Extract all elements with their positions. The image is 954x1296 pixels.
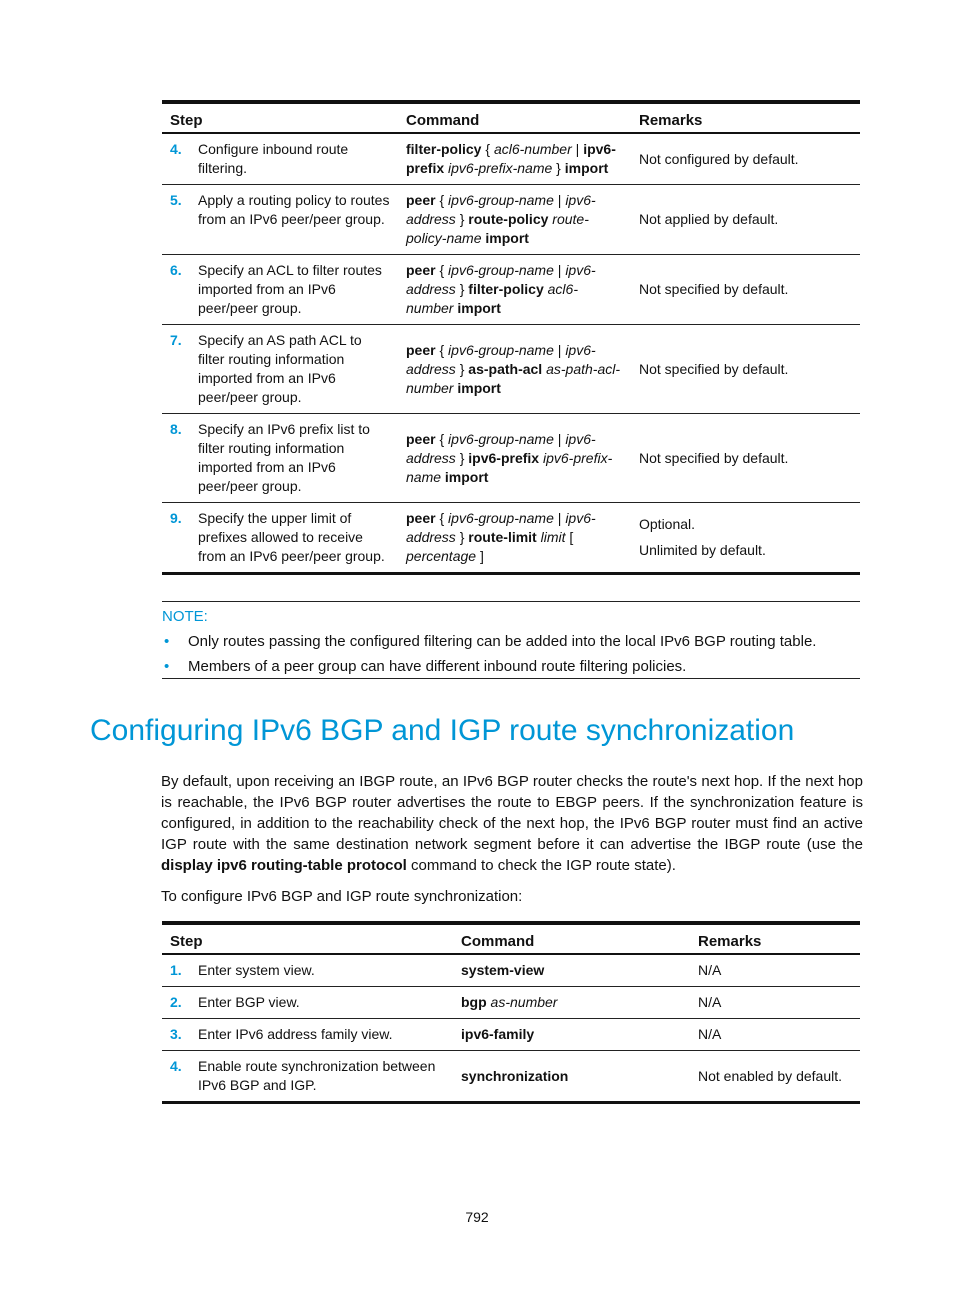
step-number: 3.	[170, 1026, 182, 1042]
command-header: Command	[406, 112, 480, 129]
command-argument: acl6-number	[406, 281, 578, 316]
table-1-body	[162, 133, 860, 574]
note-bullet	[162, 658, 860, 675]
command-keyword: import	[564, 160, 609, 176]
command-argument: ipv6-address	[406, 430, 596, 466]
step-description: Specify an AS path ACL to filter routing information imported from an IPv6 peer/peer group.	[198, 332, 362, 405]
step-number: 8.	[170, 421, 182, 437]
command-syntax: [	[565, 529, 578, 545]
command-argument: ipv6-group-name	[448, 341, 554, 358]
command-keyword: ipv6-prefix	[406, 141, 616, 176]
command-syntax: |	[553, 341, 566, 358]
table-row	[162, 503, 860, 574]
step-number: 4.	[170, 141, 182, 157]
remarks-cell	[631, 133, 860, 185]
command-syntax: {	[435, 192, 449, 208]
note-bullet-text: Members of a peer group can have different inbound route filtering policies.	[188, 658, 687, 675]
command-argument: ipv6-prefix-name	[406, 449, 613, 485]
command-keyword: import	[444, 468, 489, 485]
remarks-header: Remarks	[639, 112, 703, 129]
remark-text: N/A	[698, 1026, 722, 1042]
command-header: Command	[461, 933, 535, 950]
table-row	[162, 185, 860, 255]
table-2-body	[162, 954, 860, 1103]
step-description: Specify an IPv6 prefix list to filter routing information imported from an IPv6 peer/peer group.	[198, 421, 370, 494]
command-cell	[453, 1019, 690, 1051]
remarks-cell	[690, 1051, 860, 1103]
step-number: 7.	[170, 332, 182, 348]
step-number: 9.	[170, 510, 182, 526]
command-syntax: }	[455, 449, 469, 466]
command-argument: limit	[540, 529, 566, 545]
step-description: Enter IPv6 address family view.	[198, 1026, 393, 1042]
section-title: Configuring IPv6 BGP and IGP route synchronization	[90, 714, 795, 747]
command-keyword: bgp	[461, 994, 487, 1010]
command-syntax: }	[455, 529, 469, 545]
command-keyword: ipv6-prefix	[468, 449, 540, 466]
command-cell	[453, 1051, 690, 1103]
step-header: Step	[170, 933, 203, 950]
note-bullet-text: Only routes passing the configured filtering can be added into the local IPv6 BGP routing table.	[188, 633, 817, 650]
page-number: 792	[465, 1209, 489, 1225]
command-keyword: filter-policy	[406, 141, 482, 157]
command-keyword: import	[457, 379, 501, 396]
command-keyword: import	[485, 230, 529, 246]
command-argument: ipv6-prefix-name	[448, 160, 553, 176]
command-keyword: as-path-acl	[468, 360, 543, 377]
table-row	[162, 954, 860, 987]
command-keyword: peer	[406, 262, 436, 278]
command-argument: ipv6-group-name	[448, 430, 554, 447]
table-row	[162, 255, 860, 325]
inline-command: display ipv6 routing-table protocol	[161, 857, 407, 874]
step-description: Apply a routing policy to routes from an IPv6 peer/peer group.	[198, 192, 390, 227]
command-argument: ipv6-address	[406, 510, 596, 545]
command-argument: ipv6-address	[406, 192, 596, 227]
remark-text: N/A	[698, 962, 722, 978]
section-body	[161, 771, 863, 907]
command-argument: as-path-acl-number	[406, 360, 621, 396]
intro-text-end: command to check the IGP route state).	[406, 857, 676, 874]
command-keyword: route-limit	[468, 529, 537, 545]
bullet-icon: •	[164, 658, 170, 675]
command-argument: ipv6-group-name	[448, 192, 554, 208]
command-syntax: |	[553, 192, 566, 208]
command-keyword: synchronization	[461, 1067, 569, 1084]
remarks-cell	[631, 503, 860, 574]
steps-table-1	[162, 100, 860, 575]
command-syntax: ]	[476, 548, 484, 564]
table-row	[162, 414, 860, 503]
step-description: Enter system view.	[198, 962, 315, 978]
steps-table-1-container	[162, 100, 860, 575]
command-syntax: }	[552, 160, 565, 176]
command-argument: ipv6-address	[406, 262, 596, 297]
steps-table-2-container	[162, 921, 860, 1104]
intro-paragraph	[161, 771, 863, 876]
command-syntax: {	[481, 141, 494, 157]
remark-text: Not configured by default.	[639, 150, 799, 167]
command-argument: route-policy-name	[406, 211, 589, 246]
remark-text: Not applied by default.	[639, 211, 779, 227]
remarks-cell	[631, 185, 860, 255]
step-description: Configure inbound route filtering.	[198, 141, 349, 176]
command-keyword: filter-policy	[468, 281, 544, 297]
steps-table-2	[162, 921, 860, 1104]
command-syntax: {	[435, 510, 449, 526]
command-keyword: peer	[406, 341, 436, 358]
table-row	[162, 987, 860, 1019]
command-cell	[398, 503, 631, 574]
command-argument: ipv6-group-name	[448, 510, 554, 526]
step-number: 2.	[170, 994, 182, 1010]
command-keyword: route-policy	[468, 211, 549, 227]
remark-text: Not specified by default.	[639, 281, 789, 297]
command-cell	[398, 325, 631, 414]
command-cell	[398, 185, 631, 255]
command-keyword: peer	[406, 430, 436, 447]
step-number: 4.	[170, 1058, 182, 1074]
command-keyword: import	[457, 300, 501, 316]
command-syntax: |	[553, 430, 566, 447]
remark-text: Unlimited by default.	[639, 542, 766, 558]
table-row	[162, 1051, 860, 1103]
table-row	[162, 1019, 860, 1051]
remarks-cell	[690, 1019, 860, 1051]
command-argument: percentage	[406, 548, 477, 564]
remark-text: Not specified by default.	[639, 449, 789, 466]
command-argument: acl6-number	[493, 141, 572, 157]
table-row	[162, 133, 860, 185]
step-description: Specify an ACL to filter routes imported from an IPv6 peer/peer group.	[198, 262, 382, 316]
procedure-intro: To configure IPv6 BGP and IGP route synchronization:	[161, 888, 523, 905]
step-number: 6.	[170, 262, 182, 278]
step-description: Enable route synchronization between IPv6 BGP and IGP.	[198, 1058, 436, 1093]
remark-text: Optional.	[639, 516, 696, 532]
remarks-cell	[631, 325, 860, 414]
command-syntax: |	[571, 141, 584, 157]
command-cell	[453, 954, 690, 987]
command-argument: ipv6-address	[406, 341, 596, 377]
command-syntax: }	[455, 211, 469, 227]
command-syntax: {	[435, 341, 449, 358]
remarks-cell	[631, 414, 860, 503]
step-description: Specify the upper limit of prefixes allowed to receive from an IPv6 peer/peer group.	[198, 510, 385, 564]
step-number: 1.	[170, 962, 182, 978]
table-row	[162, 325, 860, 414]
command-cell	[398, 414, 631, 503]
command-syntax: |	[553, 510, 566, 526]
remark-text: Not specified by default.	[639, 360, 789, 377]
command-argument: ipv6-group-name	[448, 262, 554, 278]
remarks-cell	[690, 954, 860, 987]
step-number: 5.	[170, 192, 182, 208]
command-keyword: peer	[406, 192, 436, 208]
remark-text: Not enabled by default.	[698, 1067, 842, 1084]
bullet-icon: •	[164, 633, 170, 650]
remark-text: N/A	[698, 994, 722, 1010]
note-bullet	[162, 633, 860, 650]
command-keyword: system-view	[461, 962, 545, 978]
command-cell	[453, 987, 690, 1019]
note-label: NOTE:	[162, 608, 208, 625]
remarks-header: Remarks	[698, 933, 762, 950]
intro-text: By default, upon receiving an IBGP route, an IPv6 BGP router checks the route's next hop. If the next hop is reachable, the IPv6 BGP router advertises the route to EBGP peers. If the synchronization feature is configured, in addition to the reachability check of the next hop, the IPv6 BGP router must find an active IGP route with the same destination network segment before it can advertise the IBGP route (use the	[161, 773, 863, 853]
command-syntax: {	[435, 262, 449, 278]
command-syntax: {	[435, 430, 449, 447]
remarks-cell	[690, 987, 860, 1019]
command-cell	[398, 255, 631, 325]
command-keyword: ipv6-family	[461, 1026, 535, 1042]
step-header: Step	[170, 112, 203, 129]
command-syntax: |	[553, 262, 566, 278]
note-box	[162, 601, 860, 679]
command-syntax: }	[455, 281, 469, 297]
command-keyword: peer	[406, 510, 436, 526]
command-cell	[398, 133, 631, 185]
remarks-cell	[631, 255, 860, 325]
command-syntax: }	[455, 360, 469, 377]
command-argument: as-number	[490, 994, 558, 1010]
step-description: Enter BGP view.	[198, 994, 300, 1010]
